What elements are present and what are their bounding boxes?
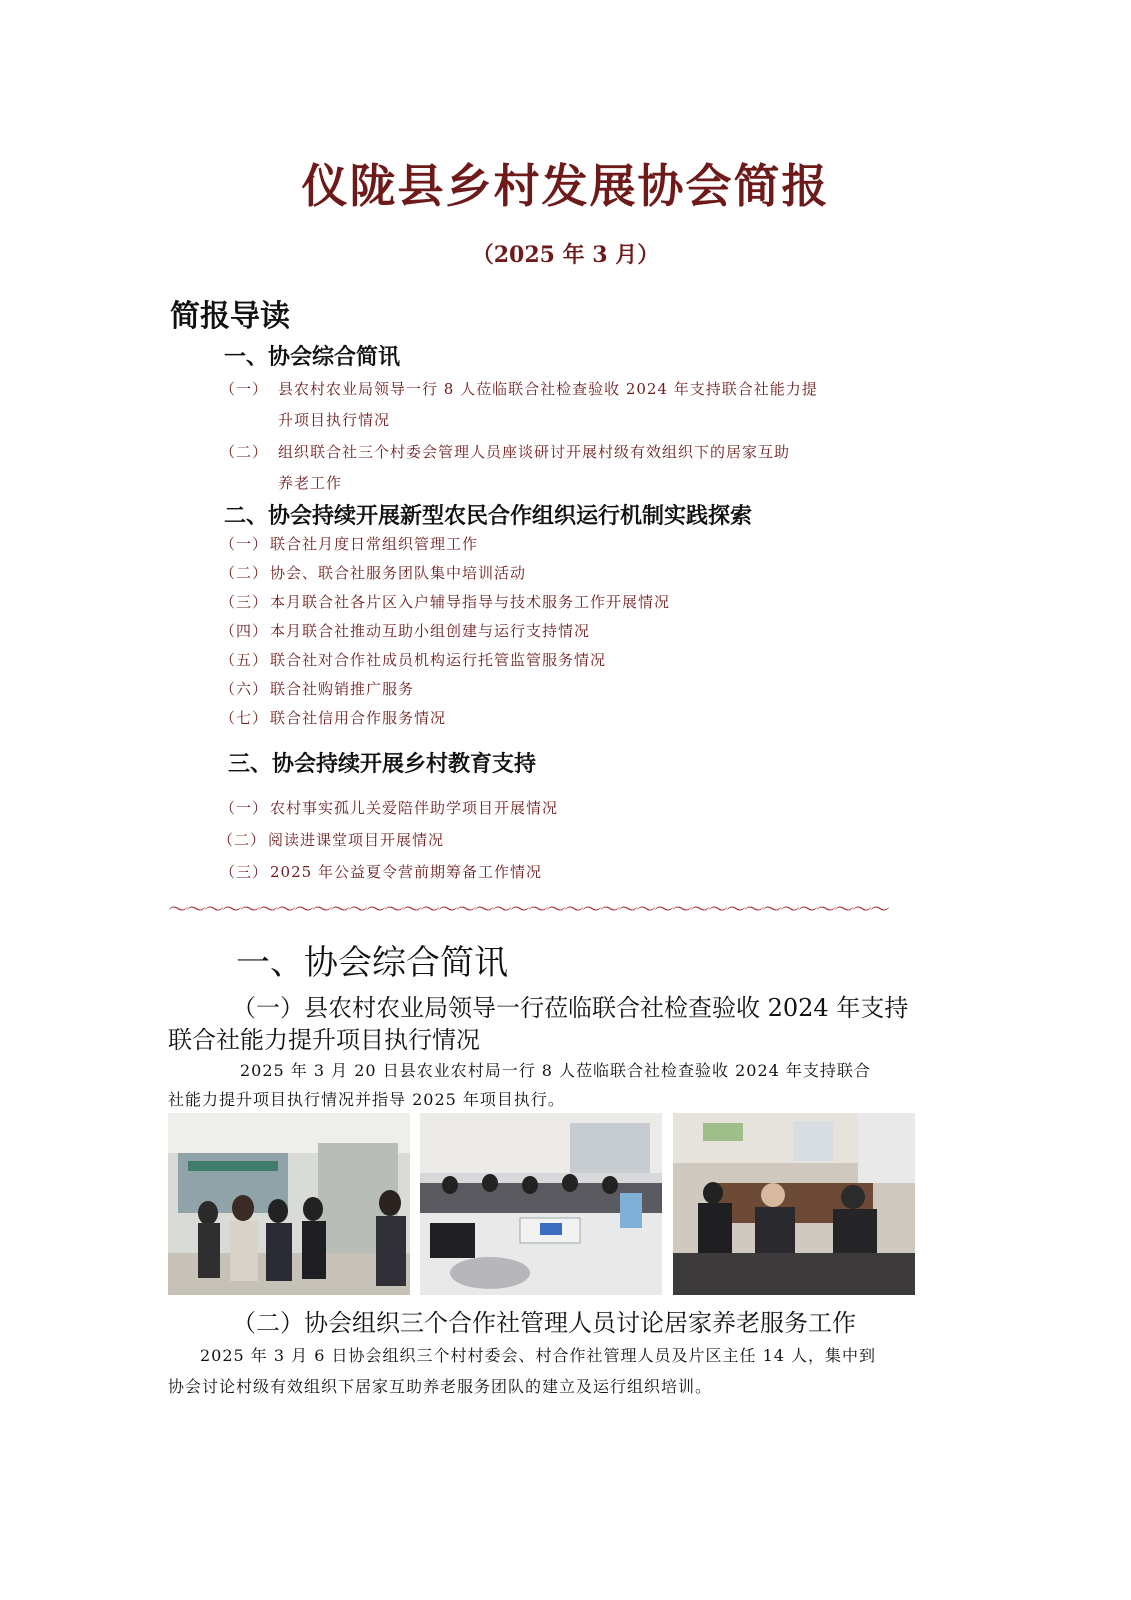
toc-item-number: （六） — [220, 680, 269, 698]
toc-section-2-heading: 二、协会持续开展新型农民合作组织运行机制实践探索 — [224, 504, 753, 529]
toc-item-number: （三） — [220, 863, 269, 881]
photo-conference-table — [673, 1113, 915, 1295]
toc-item-number: （四） — [220, 622, 269, 640]
paragraph-cont: 社能力提升项目执行情况并指导 2025 年项目执行。 — [168, 1090, 565, 1109]
toc-item-text: 县农村农业局领导一行 8 人莅临联合社检查验收 2024 年支持联合社能力提 — [278, 380, 818, 398]
wavy-divider: ～～～～～～～～～～～～～～～～～～～～～～～～～～～～～～～～～～～～～～～～ — [168, 897, 888, 921]
toc-item-text: 联合社信用合作服务情况 — [270, 709, 447, 727]
toc-item-number: （二） — [220, 564, 269, 582]
toc-item-text: 组织联合社三个村委会管理人员座谈研讨开展村级有效组织下的居家互助 — [278, 443, 791, 461]
photo-office-visit — [168, 1113, 410, 1295]
toc-item — [220, 533, 478, 554]
toc-item-text: 联合社对合作社成员机构运行托管监管服务情况 — [270, 651, 607, 669]
toc-item — [220, 861, 542, 882]
toc-item-number: （二） — [218, 831, 267, 849]
toc-section-3-heading: 三、协会持续开展乡村教育支持 — [228, 752, 537, 777]
toc-item-number: （三） — [220, 593, 269, 611]
toc-item-text: 联合社月度日常组织管理工作 — [270, 535, 479, 553]
photo-meeting-room — [420, 1113, 662, 1295]
toc-item-text: 农村事实孤儿关爱陪伴助学项目开展情况 — [270, 799, 559, 817]
toc-item-text: 2025 年公益夏令营前期筹备工作情况 — [270, 863, 542, 881]
toc-item-number: （二） — [220, 443, 269, 461]
toc-item-continuation: 养老工作 — [278, 474, 343, 492]
toc-item-number: （一） — [220, 799, 269, 817]
subsection-1-heading-cont: 联合社能力提升项目执行情况 — [168, 1026, 480, 1054]
subsection-1-heading: （一）县农村农业局领导一行莅临联合社检查验收 2024 年支持 — [232, 994, 909, 1022]
toc-section-1-heading: 一、协会综合简讯 — [224, 345, 401, 370]
toc-item — [220, 707, 446, 728]
toc-item — [220, 591, 670, 612]
toc-item — [220, 441, 790, 462]
toc-item-continuation: 升项目执行情况 — [278, 411, 391, 429]
toc-item-text: 本月联合社推动互助小组创建与运行支持情况 — [270, 622, 591, 640]
document-title: 仪陇县乡村发展协会简报 — [301, 159, 830, 213]
toc-item — [220, 562, 526, 583]
toc-item-number: （一） — [220, 535, 269, 553]
toc-item — [218, 829, 444, 850]
paragraph: 2025 年 3 月 20 日县农业农村局一行 8 人莅临联合社检查验收 2024 年支持联合 — [240, 1061, 871, 1080]
paragraph: 2025 年 3 月 6 日协会组织三个村村委会、村合作社管理人员及片区主任 14 人，集中到 — [200, 1346, 877, 1365]
toc-item — [220, 378, 818, 399]
toc-item — [220, 649, 606, 670]
toc-item-number: （五） — [220, 651, 269, 669]
toc-item — [220, 797, 558, 818]
toc-item — [220, 620, 590, 641]
toc-item-number: （一） — [220, 380, 269, 398]
guide-heading: 简报导读 — [170, 299, 290, 334]
section-1-heading: 一、协会综合简讯 — [236, 943, 508, 983]
toc-item-text: 阅读进课堂项目开展情况 — [268, 831, 445, 849]
issue-date: （2025 年 3 月） — [471, 242, 660, 268]
toc-item — [220, 678, 414, 699]
toc-item-text: 协会、联合社服务团队集中培训活动 — [270, 564, 527, 582]
toc-item-number: （七） — [220, 709, 269, 727]
subsection-2-heading: （二）协会组织三个合作社管理人员讨论居家养老服务工作 — [232, 1309, 856, 1337]
toc-item-text: 本月联合社各片区入户辅导指导与技术服务工作开展情况 — [270, 593, 671, 611]
paragraph-cont: 协会讨论村级有效组织下居家互助养老服务团队的建立及运行组织培训。 — [168, 1377, 713, 1396]
toc-item-text: 联合社购销推广服务 — [270, 680, 415, 698]
